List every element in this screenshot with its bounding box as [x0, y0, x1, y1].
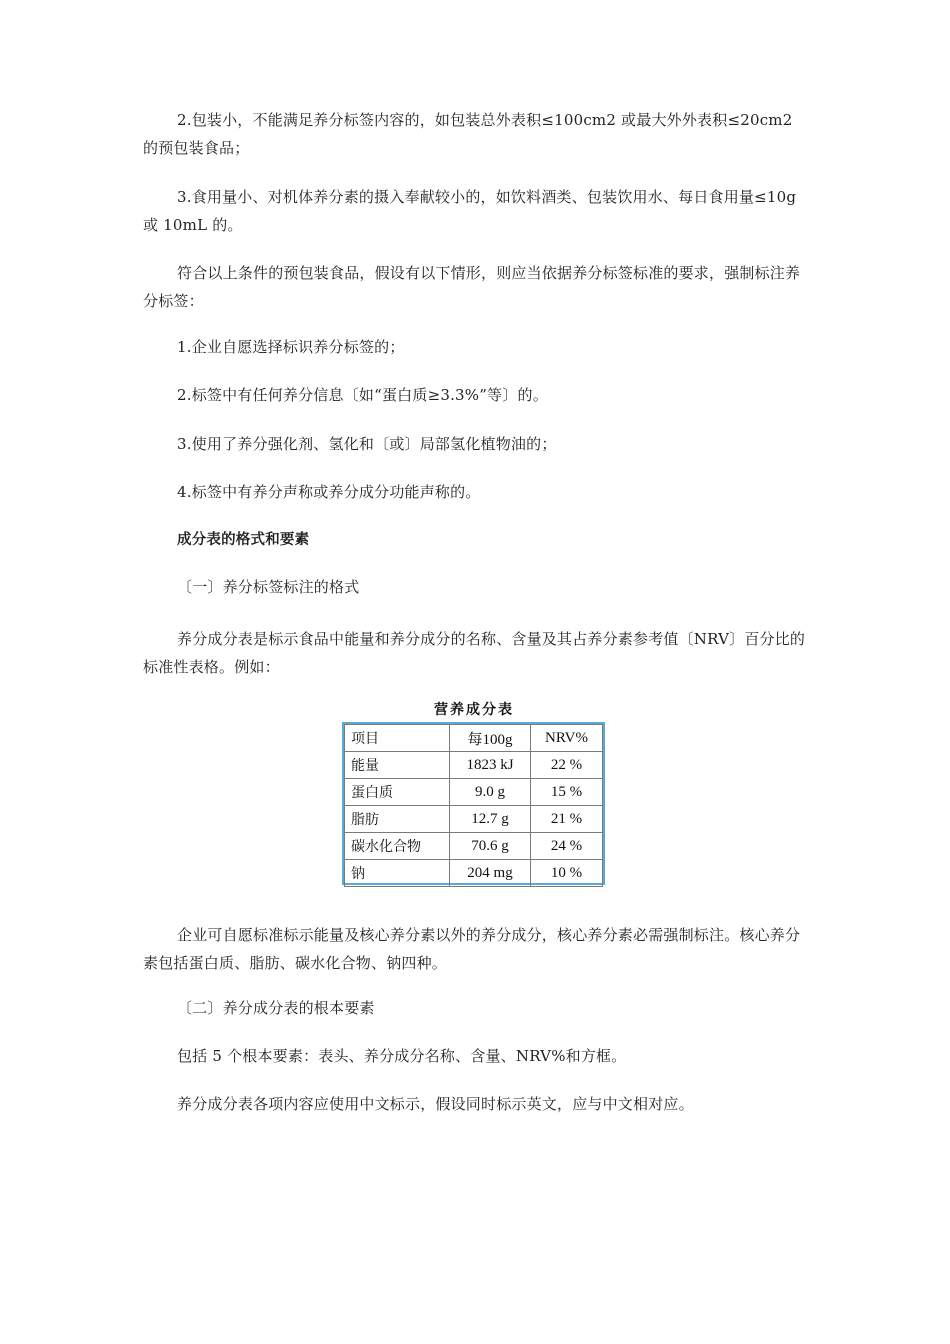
table-row	[345, 806, 603, 833]
nrv-cell: 15 %	[531, 779, 603, 806]
nrv-cell: 10 %	[531, 860, 603, 887]
paragraph-language-rule: 养分成分表各项内容应使用中文标示，假设同时标示英文，应与中文相对应。	[177, 1095, 694, 1113]
header-cell: NRV%	[531, 725, 603, 752]
header-cell: 项目	[345, 725, 450, 752]
subsection-heading-format: 〔一〕养分标签标注的格式	[177, 578, 360, 596]
list-item-fortifier: 3.使用了养分强化剂、氢化和〔或〕局部氢化植物油的；	[177, 435, 557, 453]
amount-cell: 9.0 g	[450, 779, 531, 806]
nrv-cell: 24 %	[531, 833, 603, 860]
list-item-nutrition-info: 2.标签中有任何养分信息〔如“蛋白质≥3.3%”等〕的。	[177, 386, 548, 404]
paragraph-five-elements: 包括 5 个根本要素：表头、养分成分名称、含量、NRV%和方框。	[177, 1047, 627, 1065]
paragraph-exemption-small-intake: 3.食用量小、对机体养分素的摄入奉献较小的，如饮料酒类、包装饮用水、每日食用量≤10g 或 10mL 的。	[143, 188, 797, 234]
nutrient-name-cell: 蛋白质	[345, 779, 450, 806]
nutrition-table-figure	[338, 697, 610, 891]
amount-cell: 1823 kJ	[450, 752, 531, 779]
amount-cell: 70.6 g	[450, 833, 531, 860]
section-heading: 成分表的格式和要素	[177, 532, 310, 548]
paragraph-exemption-small-package: 2.包装小，不能满足养分标签内容的，如包装总外表积≤100cm2 或最大外外表积≤20cm2 的预包装食品；	[143, 111, 793, 157]
subsection-heading-elements: 〔二〕养分成分表的根本要素	[177, 999, 375, 1017]
nutrient-name-cell: 脂肪	[345, 806, 450, 833]
table-row	[345, 860, 603, 887]
list-item-voluntary: 1.企业自愿选择标识养分标签的；	[177, 338, 405, 356]
nutrition-table-title: 营养成分表	[434, 702, 514, 718]
nrv-cell: 22 %	[531, 752, 603, 779]
list-item-claims: 4.标签中有养分声称或养分成分功能声称的。	[177, 483, 481, 501]
nutrition-table	[344, 724, 603, 887]
amount-cell: 12.7 g	[450, 806, 531, 833]
paragraph-core-nutrients: 企业可自愿标准标示能量及核心养分素以外的养分成分，核心养分素必需强制标注。核心养分素包括蛋白质、脂肪、碳水化合物、钠四种。	[143, 926, 801, 972]
table-row	[345, 779, 603, 806]
nutrient-name-cell: 钠	[345, 860, 450, 887]
paragraph-table-definition: 养分成分表是标示食品中能量和养分成分的名称、含量及其占养分素参考值〔NRV〕百分比的标准性表格。例如：	[143, 630, 806, 676]
paragraph-mandatory-conditions: 符合以上条件的预包装食品，假设有以下情形，则应当依据养分标签标准的要求，强制标注养分标签：	[143, 264, 801, 310]
nutrient-name-cell: 碳水化合物	[345, 833, 450, 860]
nutrition-table-frame	[342, 722, 605, 885]
header-cell: 每100g	[450, 725, 531, 752]
nrv-cell: 21 %	[531, 806, 603, 833]
table-header-row	[345, 725, 603, 752]
table-row	[345, 833, 603, 860]
amount-cell: 204 mg	[450, 860, 531, 887]
nutrient-name-cell: 能量	[345, 752, 450, 779]
table-row	[345, 752, 603, 779]
